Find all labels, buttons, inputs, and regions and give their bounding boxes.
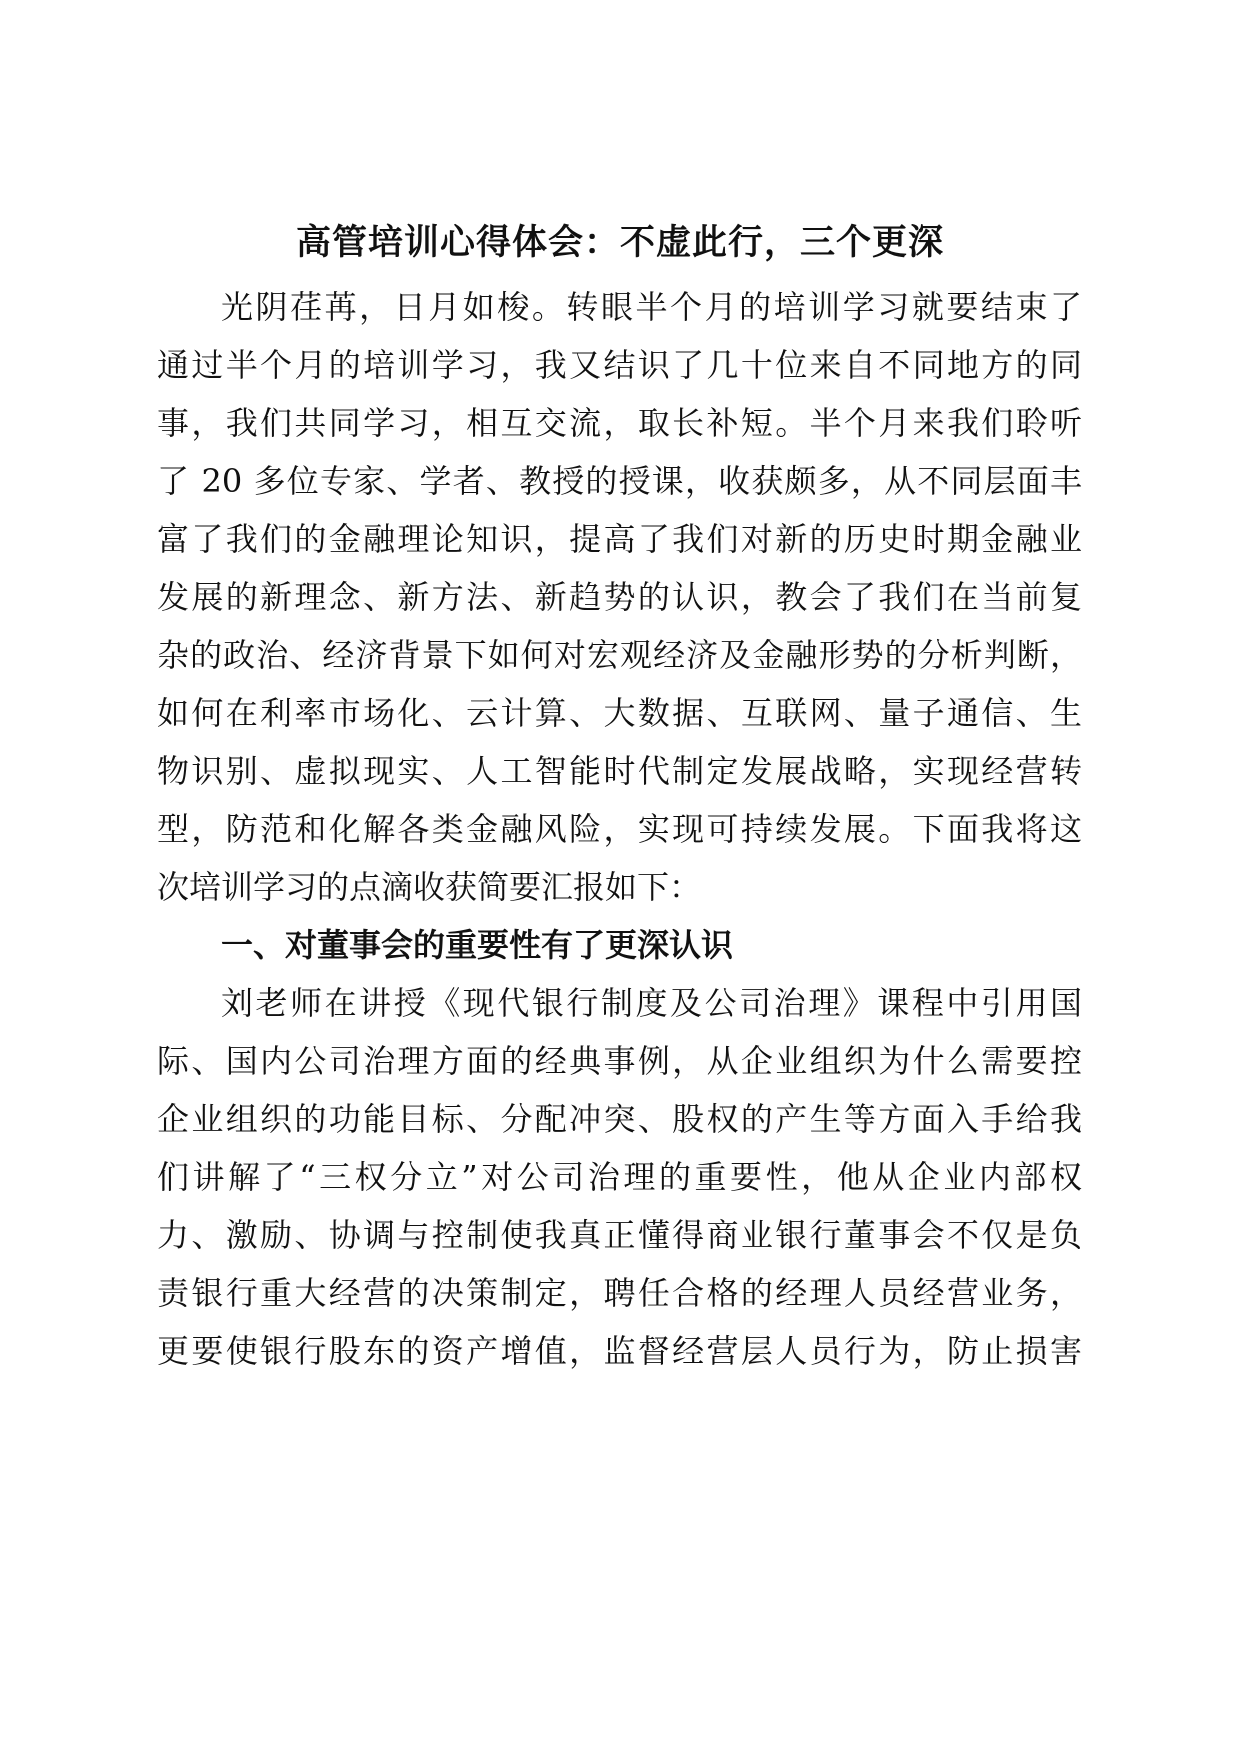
paragraph1-line: 富了我们的金融理论知识，提高了我们对新的历史时期金融业 [157,520,1082,558]
paragraph1-line: 通过半个月的培训学习，我又结识了几十位来自不同地方的同 [157,346,1082,384]
paragraph1-line: 了 20 多位专家、学者、教授的授课，收获颇多，从不同层面丰 [157,462,1082,500]
paragraph1-line: 次培训学习的点滴收获简要汇报如下： [157,868,702,906]
paragraph2-line: 企业组织的功能目标、分配冲突、股权的产生等方面入手给我 [157,1100,1082,1138]
paragraph1-line: 光阴荏苒，日月如梭。转眼半个月的培训学习就要结束了 [221,288,1082,326]
paragraph1-line: 杂的政治、经济背景下如何对宏观经济及金融形势的分析判断， [157,636,1082,674]
section-heading: 一、对董事会的重要性有了更深认识 [221,926,734,964]
paragraph1-line: 如何在利率市场化、云计算、大数据、互联网、量子通信、生 [157,694,1082,732]
paragraph1-line: 事，我们共同学习，相互交流，取长补短。半个月来我们聆听 [157,404,1082,442]
paragraph2-line: 刘老师在讲授《现代银行制度及公司治理》课程中引用国 [221,984,1082,1022]
paragraph1-line: 型，防范和化解各类金融风险，实现可持续发展。下面我将这 [157,810,1082,848]
paragraph1-line: 物识别、虚拟现实、人工智能时代制定发展战略，实现经营转 [157,752,1082,790]
paragraph2-line: 更要使银行股东的资产增值，监督经营层人员行为，防止损害 [157,1332,1082,1370]
paragraph2-line: 们讲解了“三权分立”对公司治理的重要性，他从企业内部权 [157,1158,1082,1196]
document-title: 高管培训心得体会：不虚此行，三个更深 [295,222,944,263]
paragraph2-line: 责银行重大经营的决策制定，聘任合格的经理人员经营业务， [157,1274,1082,1312]
paragraph2-line: 力、激励、协调与控制使我真正懂得商业银行董事会不仅是负 [157,1216,1082,1254]
paragraph1-line: 发展的新理念、新方法、新趋势的认识，教会了我们在当前复 [157,578,1082,616]
paragraph2-line: 际、国内公司治理方面的经典事例，从企业组织为什么需要控 [157,1042,1082,1080]
